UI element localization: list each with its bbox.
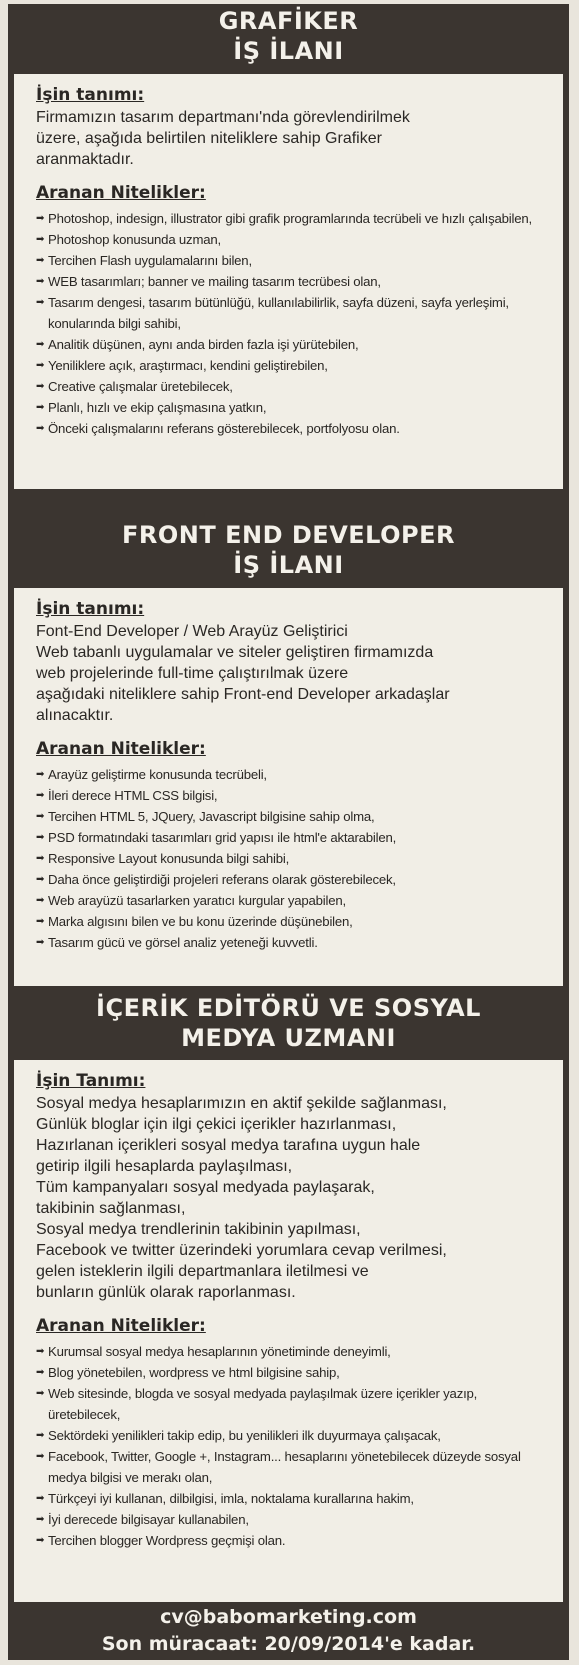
job-description (36, 107, 551, 170)
list-item (36, 376, 551, 397)
arrow-right-icon: ➡ (36, 895, 45, 906)
list-item (36, 208, 551, 229)
job-description-heading: İşin tanımı: (36, 599, 145, 619)
section-title-line: FRONT END DEVELOPER (122, 521, 455, 549)
section-body-content-editor (14, 1060, 563, 1602)
list-item (36, 869, 551, 890)
item-text: Kurumsal sosyal medya hesaplarının yönetiminde deneyimli, (48, 1344, 391, 1359)
list-item (36, 890, 551, 911)
requirements-heading: Aranan Nitelikler: (36, 183, 206, 203)
item-text: Tasarım dengesi, tasarım bütünlüğü, kullanılabilirlik, sayfa düzeni, sayfa yerleşimi, konularında bilgi sahibi, (48, 295, 509, 331)
description-line: üzere, aşağıda belirtilen niteliklere sahip Grafiker (36, 130, 382, 147)
arrow-right-icon: ➡ (36, 234, 45, 245)
arrow-right-icon: ➡ (36, 1367, 45, 1378)
description-line: bunların günlük olarak raporlanması. (36, 1284, 296, 1301)
item-text: Yeniliklere açık, araştırmacı, kendini geliştirebilen, (48, 358, 328, 373)
arrow-right-icon: ➡ (36, 1388, 45, 1399)
list-item (36, 911, 551, 932)
item-text: Facebook, Twitter, Google +, Instagram... hesaplarını yönetebilecek düzeyde sosyal medya bilgisi ve merakı olan, (48, 1449, 521, 1485)
list-item (36, 355, 551, 376)
job-description-heading: İşin tanımı: (36, 85, 145, 105)
description-line: Tüm kampanyaları sosyal medyada paylaşarak, (36, 1179, 375, 1196)
contact-email: cv@babomarketing.com (160, 1606, 417, 1628)
description-line: aranmaktadır. (36, 151, 134, 168)
item-text: Responsive Layout konusunda bilgi sahibi, (48, 851, 290, 866)
list-item (36, 785, 551, 806)
requirements-list (36, 208, 551, 439)
description-line: Font-End Developer / Web Arayüz Geliştirici (36, 623, 348, 640)
item-text: Web sitesinde, blogda ve sosyal medyada paylaşılmak üzere içerikler yazıp, üretebilecek, (48, 1386, 478, 1422)
item-text: WEB tasarımları; banner ve mailing tasarım tecrübesi olan, (48, 274, 381, 289)
section-title-line: İÇERİK EDİTÖRÜ VE SOSYAL (96, 994, 481, 1022)
arrow-right-icon: ➡ (36, 276, 45, 287)
item-text: Tercihen HTML 5, JQuery, Javascript bilgisine sahip olma, (48, 809, 375, 824)
item-text: Tercihen Flash uygulamalarını bilen, (48, 253, 252, 268)
arrow-right-icon: ➡ (36, 402, 45, 413)
list-item (36, 932, 551, 953)
job-description (36, 621, 551, 726)
requirements-heading: Aranan Nitelikler: (36, 739, 206, 759)
arrow-right-icon: ➡ (36, 853, 45, 864)
item-text: Sektördeki yenilikleri takip edip, bu yenilikleri ilk duyurmaya çalışacak, (48, 1428, 441, 1443)
description-line: web projelerinde full-time çalıştırılmak üzere (36, 665, 349, 682)
arrow-right-icon: ➡ (36, 1451, 45, 1462)
item-text: Planlı, hızlı ve ekip çalışmasına yatkın, (48, 400, 267, 415)
arrow-right-icon: ➡ (36, 937, 45, 948)
requirements-list (36, 1341, 551, 1551)
list-item (36, 397, 551, 418)
list-item (36, 1488, 551, 1509)
ad-footer (8, 1604, 569, 1658)
arrow-right-icon: ➡ (36, 360, 45, 371)
arrow-right-icon: ➡ (36, 255, 45, 266)
job-ad-panel (8, 4, 569, 1660)
list-item (36, 764, 551, 785)
list-item (36, 1446, 551, 1488)
description-line: takibinin sağlanması, (36, 1200, 186, 1217)
description-line: alınacaktır. (36, 707, 114, 724)
requirements-list (36, 764, 551, 953)
list-item (36, 1509, 551, 1530)
list-item (36, 1383, 551, 1425)
arrow-right-icon: ➡ (36, 790, 45, 801)
section-header-content-editor (8, 993, 569, 1053)
arrow-right-icon: ➡ (36, 1346, 45, 1357)
description-line: Web tabanlı uygulamalar ve siteler geliştiren firmamızda (36, 644, 434, 661)
arrow-right-icon: ➡ (36, 1430, 45, 1441)
arrow-right-icon: ➡ (36, 1514, 45, 1525)
item-text: Tasarım gücü ve görsel analiz yeteneği kuvvetli. (48, 935, 318, 950)
list-item (36, 806, 551, 827)
arrow-right-icon: ➡ (36, 339, 45, 350)
section-title-line: İŞ İLANI (233, 37, 344, 65)
list-item (36, 418, 551, 439)
description-line: gelen isteklerin ilgili departmanlara iletilmesi ve (36, 1263, 369, 1280)
description-line: Sosyal medya hesaplarımızın en aktif şekilde sağlanması, (36, 1095, 447, 1112)
list-item (36, 848, 551, 869)
description-line: aşağıdaki niteliklere sahip Front-end Developer arkadaşlar (36, 686, 450, 703)
list-item (36, 1425, 551, 1446)
section-title-line: GRAFİKER (218, 7, 359, 35)
list-item (36, 229, 551, 250)
description-line: Facebook ve twitter üzerindeki yorumlara cevap verilmesi, (36, 1242, 447, 1259)
section-title-line: İŞ İLANI (233, 551, 344, 579)
item-text: Tercihen blogger Wordpress geçmişi olan. (48, 1533, 286, 1548)
item-text: Arayüz geliştirme konusunda tecrübeli, (48, 767, 267, 782)
arrow-right-icon: ➡ (36, 1535, 45, 1546)
arrow-right-icon: ➡ (36, 297, 45, 308)
item-text: Photoshop konusunda uzman, (48, 232, 221, 247)
list-item (36, 1362, 551, 1383)
description-line: Günlük bloglar için ilgi çekici içerikler hazırlanması, (36, 1116, 397, 1133)
arrow-right-icon: ➡ (36, 423, 45, 434)
arrow-right-icon: ➡ (36, 381, 45, 392)
arrow-right-icon: ➡ (36, 769, 45, 780)
arrow-right-icon: ➡ (36, 811, 45, 822)
list-item (36, 292, 551, 334)
item-text: Daha önce geliştirdiği projeleri referans olarak gösterebilecek, (48, 872, 396, 887)
description-line: Firmamızın tasarım departmanı'nda görevlendirilmek (36, 109, 410, 126)
list-item (36, 334, 551, 355)
arrow-right-icon: ➡ (36, 832, 45, 843)
job-description (36, 1093, 551, 1303)
arrow-right-icon: ➡ (36, 1493, 45, 1504)
list-item (36, 250, 551, 271)
requirements-heading: Aranan Nitelikler: (36, 1316, 206, 1336)
section-body-grafiker (14, 74, 563, 489)
application-deadline: Son müracaat: 20/09/2014'e kadar. (101, 1633, 476, 1655)
section-header-grafiker (8, 6, 569, 66)
description-line: getirip ilgili hesaplarda paylaşılması, (36, 1158, 293, 1175)
item-text: Analitik düşünen, aynı anda birden fazla işi yürütebilen, (48, 337, 359, 352)
list-item (36, 827, 551, 848)
item-text: İyi derecede bilgisayar kullanabilen, (48, 1512, 249, 1527)
arrow-right-icon: ➡ (36, 874, 45, 885)
item-text: Türkçeyi iyi kullanan, dilbilgisi, imla, noktalama kurallarına hakim, (48, 1491, 414, 1506)
item-text: İleri derece HTML CSS bilgisi, (48, 788, 218, 803)
description-line: Hazırlanan içerikleri sosyal medya tarafına uygun hale (36, 1137, 421, 1154)
item-text: Creative çalışmalar üretebilecek, (48, 379, 233, 394)
description-line: Sosyal medya trendlerinin takibinin yapılması, (36, 1221, 361, 1238)
list-item (36, 271, 551, 292)
item-text: Önceki çalışmalarını referans gösterebilecek, portfolyosu olan. (48, 421, 400, 436)
item-text: Blog yönetebilen, wordpress ve html bilgisine sahip, (48, 1365, 340, 1380)
section-header-frontend (8, 520, 569, 580)
item-text: Photoshop, indesign, illustrator gibi grafik programlarında tecrübeli ve hızlı çalışabilen, (48, 211, 532, 226)
job-description-heading: İşin Tanımı: (36, 1071, 146, 1091)
item-text: Web arayüzü tasarlarken yaratıcı kurgular yapabilen, (48, 893, 346, 908)
item-text: Marka algısını bilen ve bu konu üzerinde düşünebilen, (48, 914, 353, 929)
section-title-line: MEDYA UZMANI (181, 1024, 396, 1052)
list-item (36, 1341, 551, 1362)
arrow-right-icon: ➡ (36, 213, 45, 224)
item-text: PSD formatındaki tasarımları grid yapısı ile html'e aktarabilen, (48, 830, 397, 845)
list-item (36, 1530, 551, 1551)
arrow-right-icon: ➡ (36, 916, 45, 927)
section-body-frontend (14, 588, 563, 986)
